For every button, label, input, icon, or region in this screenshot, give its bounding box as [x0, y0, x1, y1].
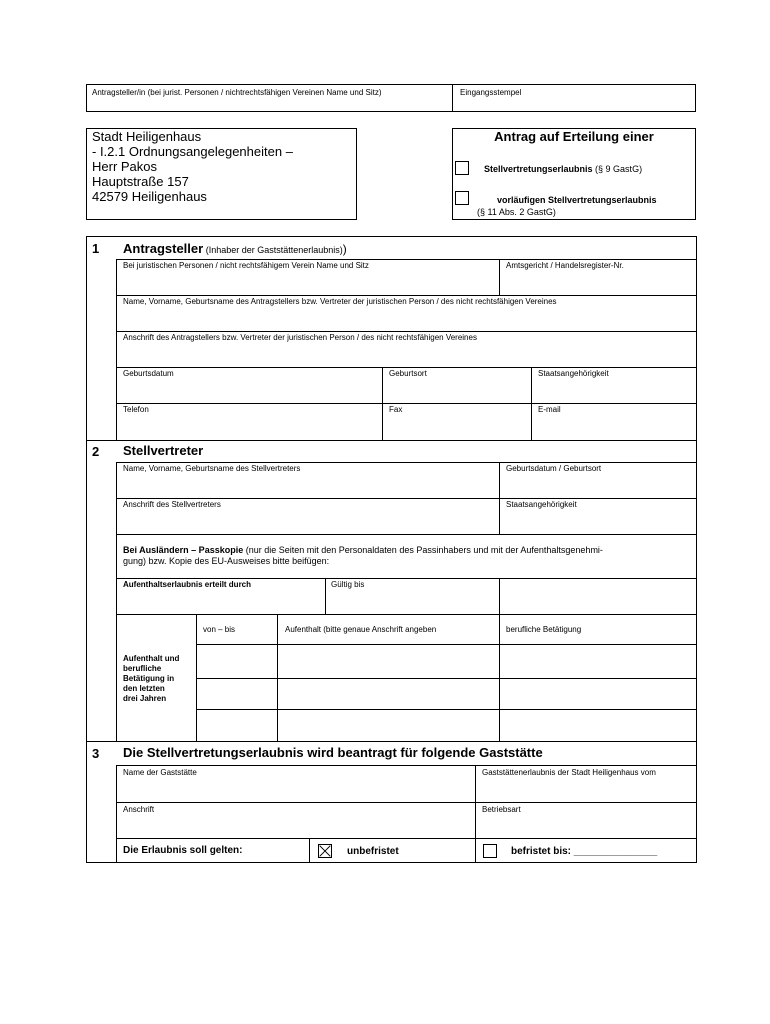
rowhead-line: drei Jahren: [123, 694, 167, 703]
s1-line: [116, 259, 697, 260]
field-birthdate: Geburtsdatum: [123, 369, 174, 378]
s1-line: [116, 295, 697, 296]
address-line-3: Herr Pakos: [92, 159, 158, 174]
grid-row: [196, 709, 697, 710]
s3-line: [116, 802, 697, 803]
field-email: E-mail: [538, 405, 561, 414]
field-legal-name: Bei juristischen Personen / nicht rechtsfähigem Verein Name und Sitz: [123, 261, 369, 270]
section-1-note: (Inhaber der Gaststättenerlaubnis): [203, 245, 343, 255]
field-court: Amtsgericht / Handelsregister-Nr.: [506, 261, 624, 270]
stamp-label: Eingangsstempel: [460, 88, 522, 97]
s2-line: [116, 614, 697, 615]
checkbox-stellvertretung[interactable]: [455, 161, 469, 175]
s2-line: [116, 462, 697, 463]
field-deputy-nationality: Staatsangehörigkeit: [506, 500, 577, 509]
col-job: berufliche Betätigung: [506, 625, 582, 634]
field-permit-valid: Gültig bis: [331, 580, 365, 589]
grid-row: [196, 678, 697, 679]
foreigners-note-line2: gung) bzw. Kopie des EU-Ausweises bitte beifügen:: [123, 556, 330, 566]
col-period: von – bis: [203, 625, 236, 634]
checkbox-unlimited[interactable]: [318, 844, 332, 858]
option-stellvertretung: [484, 164, 642, 174]
recipient-address: [92, 129, 293, 204]
s3-line: [116, 765, 697, 766]
s1-left-divider: [116, 259, 117, 440]
section-1-number: 1: [92, 241, 100, 256]
s2-line: [116, 498, 697, 499]
s2-divider: [499, 578, 500, 614]
stamp-divider: [452, 84, 453, 112]
option-vorlaeufig-ref: (§ 11 Abs. 2 GastG): [477, 207, 556, 217]
section-3-number: 3: [92, 746, 100, 761]
field-deputy-address: Anschrift des Stellvertreters: [123, 500, 221, 509]
section-divider: [86, 440, 697, 441]
s1-line: [116, 331, 697, 332]
field-venue-address: Anschrift: [123, 805, 155, 814]
foreigners-note-text: (nur die Seiten mit den Personaldaten des Passinhabers und mit der Aufenthaltsgenehmi-: [243, 545, 603, 555]
field-venue-name: Name der Gaststätte: [123, 768, 197, 777]
grid-row: [196, 644, 697, 645]
col-stay: Aufenthalt (bitte genaue Anschrift angeben: [285, 625, 437, 634]
address-line-1: Stadt Heiligenhaus: [92, 129, 202, 144]
field-fax: Fax: [389, 405, 403, 414]
s1-line: [116, 403, 697, 404]
section-3-title: Die Stellvertretungserlaubnis wird beantragt für folgende Gaststätte: [123, 745, 543, 760]
field-phone: Telefon: [123, 405, 149, 414]
option-vorlaeufig: vorläufigen Stellvertretungserlaubnis: [497, 195, 657, 205]
s1-court-divider: [499, 259, 500, 295]
request-title: Antrag auf Erteilung einer: [494, 129, 654, 144]
field-license-date: Gaststättenerlaubnis der Stadt Heiligenhaus vom: [482, 768, 656, 777]
s2-left-divider: [116, 462, 117, 741]
address-line-5: 42579 Heiligenhaus: [92, 189, 207, 204]
rowhead-line: berufliche: [123, 664, 162, 673]
section-1-heading: Antragsteller: [123, 241, 204, 256]
section-2-title: Stellvertreter: [123, 443, 204, 458]
option-1-label: Stellvertretungserlaubnis: [484, 164, 593, 174]
field-applicant-address: Anschrift des Antragstellers bzw. Vertreter der juristischen Person / des nicht rechtsfähigen Vereines: [123, 333, 477, 342]
validity-label: Die Erlaubnis soll gelten:: [123, 845, 243, 856]
section-2-number: 2: [92, 444, 100, 459]
field-birthplace: Geburtsort: [389, 369, 427, 378]
s3-left-divider: [116, 765, 117, 863]
section-divider: [86, 741, 697, 742]
section-1-note-paren: ): [342, 242, 347, 256]
s3-divider: [475, 765, 476, 863]
checkbox-limited[interactable]: [483, 844, 497, 858]
option-1-ref: (§ 9 GastG): [592, 164, 643, 174]
s3-line: [116, 838, 697, 839]
s2-divider: [325, 578, 326, 614]
option-unlimited: unbefristet: [347, 846, 399, 857]
field-business-type: Betriebsart: [482, 805, 521, 814]
field-permit-issuer: Aufenthaltserlaubnis erteilt durch: [123, 580, 252, 589]
residence-rowhead: [123, 654, 179, 704]
applicant-label: Antragsteller/in (bei jurist. Personen / nichtrechtsfähigen Vereinen Name und Sitz): [92, 88, 382, 97]
address-line-2: - I.2.1 Ordnungsangelegenheiten –: [92, 144, 293, 159]
field-deputy-name: Name, Vorname, Geburtsname des Stellvertreters: [123, 464, 301, 473]
field-applicant-name: Name, Vorname, Geburtsname des Antragstellers bzw. Vertreter der juristischen Person / des nicht rechtsfähigen Vereines: [123, 297, 557, 306]
rowhead-line: Aufenthalt und: [123, 654, 180, 663]
address-line-4: Hauptstraße 157: [92, 174, 189, 189]
foreigners-note-bold: Bei Ausländern – Passkopie: [123, 545, 244, 555]
rowhead-line: den letzten: [123, 684, 165, 693]
s2-line: [116, 534, 697, 535]
foreigners-note: [123, 545, 603, 567]
section-1-title: [123, 240, 347, 258]
checkbox-vorlaeufig[interactable]: [455, 191, 469, 205]
s2-line: [116, 578, 697, 579]
field-nationality: Staatsangehörigkeit: [538, 369, 609, 378]
s1-line: [116, 367, 697, 368]
field-deputy-birth: Geburtsdatum / Geburtsort: [506, 464, 602, 473]
s3-divider: [309, 838, 310, 863]
option-limited: befristet bis: _______________: [511, 846, 658, 857]
rowhead-line: Betätigung in: [123, 674, 175, 683]
